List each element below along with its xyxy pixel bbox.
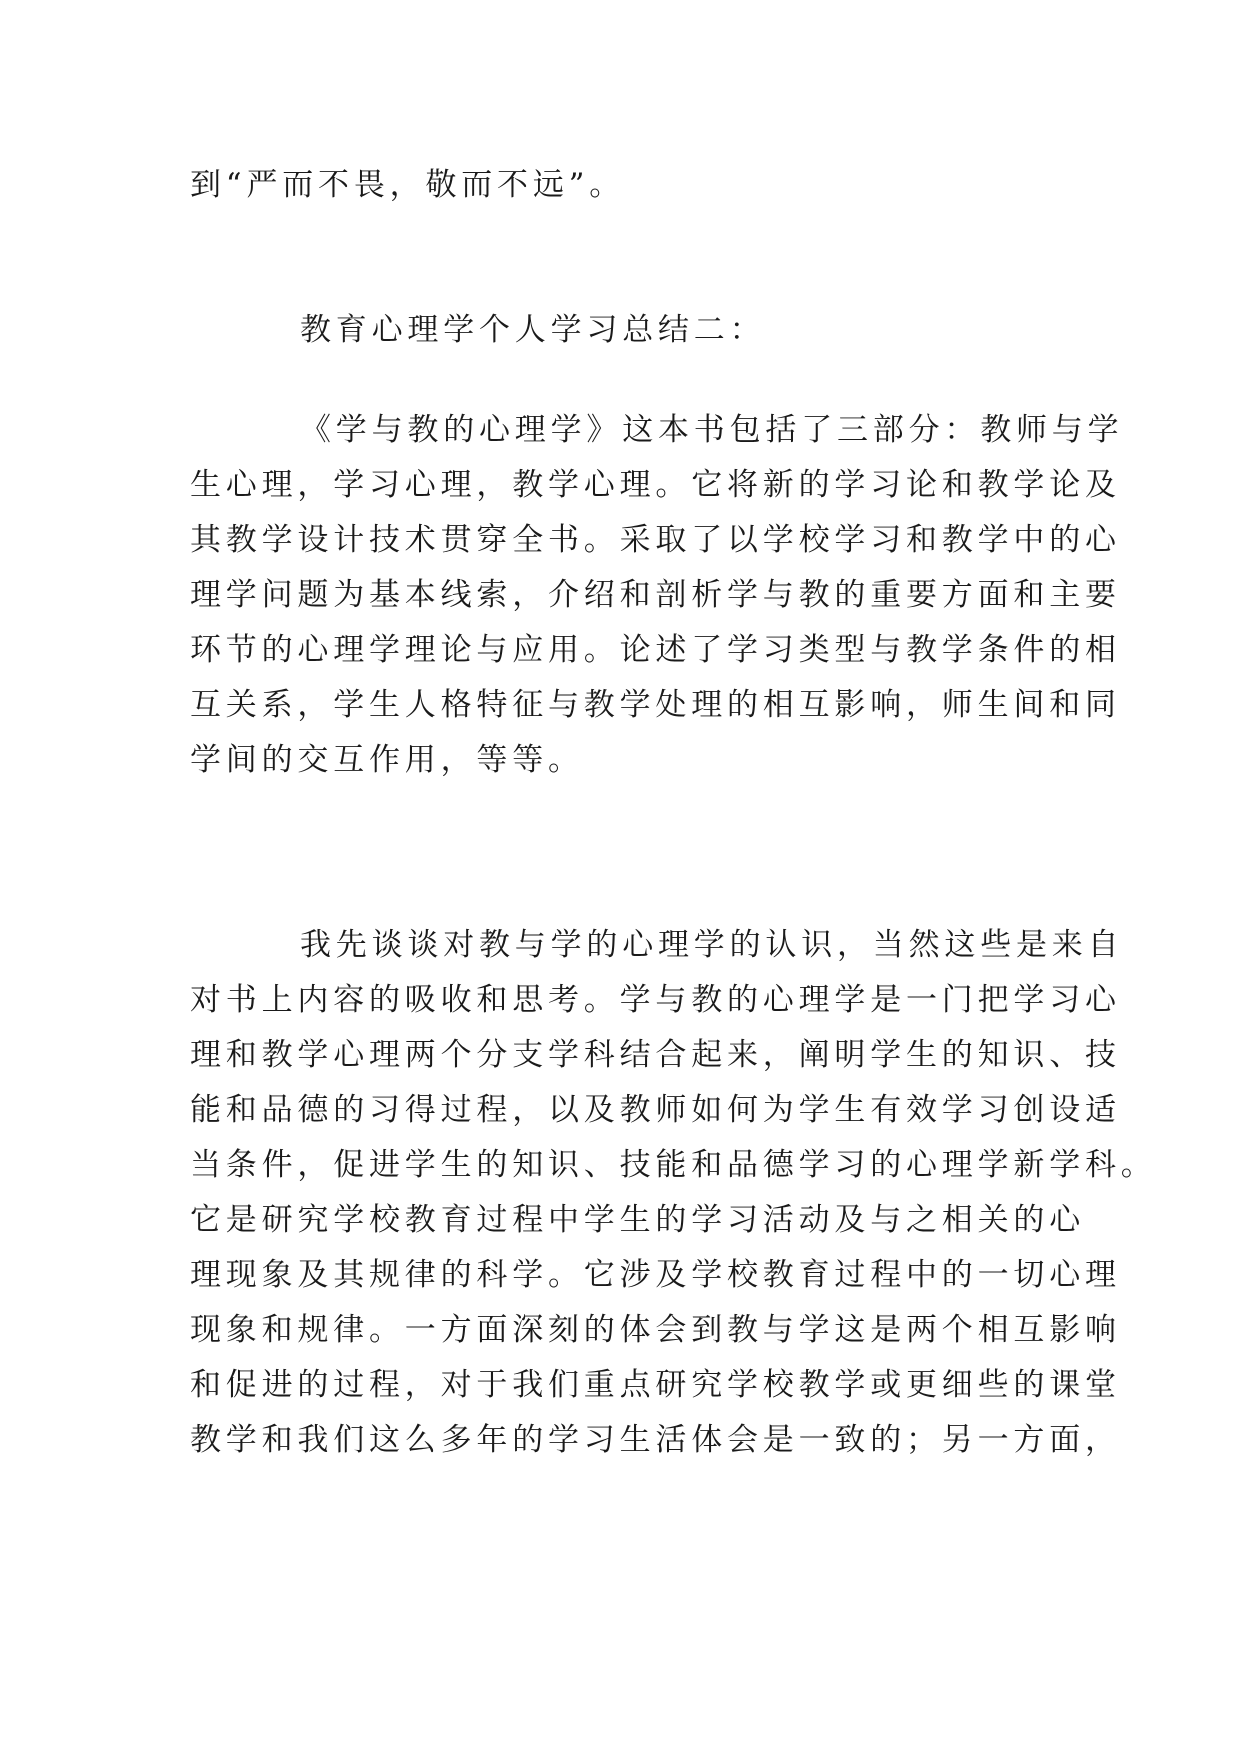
paragraph-line: 其教学设计技术贯穿全书。采取了以学校学习和教学中的心 (190, 522, 1121, 558)
section-heading: 教育心理学个人学习总结二： (300, 312, 766, 348)
paragraph-line: 生心理，学习心理，教学心理。它将新的学习论和教学论及 (190, 467, 1121, 503)
paragraph-line: 教学和我们这么多年的学习生活体会是一致的；另一方面， (190, 1422, 1121, 1458)
paragraph-line: 环节的心理学理论与应用。论述了学习类型与教学条件的相 (190, 632, 1121, 668)
paragraph-line: 理和教学心理两个分支学科结合起来，阐明学生的知识、技 (190, 1037, 1121, 1073)
paragraph-line: 理现象及其规律的科学。它涉及学校教育过程中的一切心理 (190, 1257, 1121, 1293)
paragraph-line: 我先谈谈对教与学的心理学的认识，当然这些是来自 (300, 927, 1124, 963)
paragraph-line: 它是研究学校教育过程中学生的学习活动及与之相关的心 (190, 1202, 1085, 1238)
paragraph-line: 对书上内容的吸收和思考。学与教的心理学是一门把学习心 (190, 982, 1121, 1018)
paragraph-line: 现象和规律。一方面深刻的体会到教与学这是两个相互影响 (190, 1312, 1121, 1348)
paragraph-line: 理学问题为基本线索，介绍和剖析学与教的重要方面和主要 (190, 577, 1121, 613)
paragraph-line: 《学与教的心理学》这本书包括了三部分：教师与学 (300, 412, 1124, 448)
paragraph-line: 到“严而不畏，敬而不远”。 (190, 167, 626, 203)
paragraph-line: 学间的交互作用，等等。 (190, 742, 584, 778)
paragraph-line: 互关系，学生人格特征与教学处理的相互影响，师生间和同 (190, 687, 1121, 723)
paragraph-line: 当条件，促进学生的知识、技能和品德学习的心理学新学科。 (190, 1147, 1157, 1183)
paragraph-line: 和促进的过程，对于我们重点研究学校教学或更细些的课堂 (190, 1367, 1121, 1403)
paragraph-line: 能和品德的习得过程，以及教师如何为学生有效学习创设适 (190, 1092, 1121, 1128)
